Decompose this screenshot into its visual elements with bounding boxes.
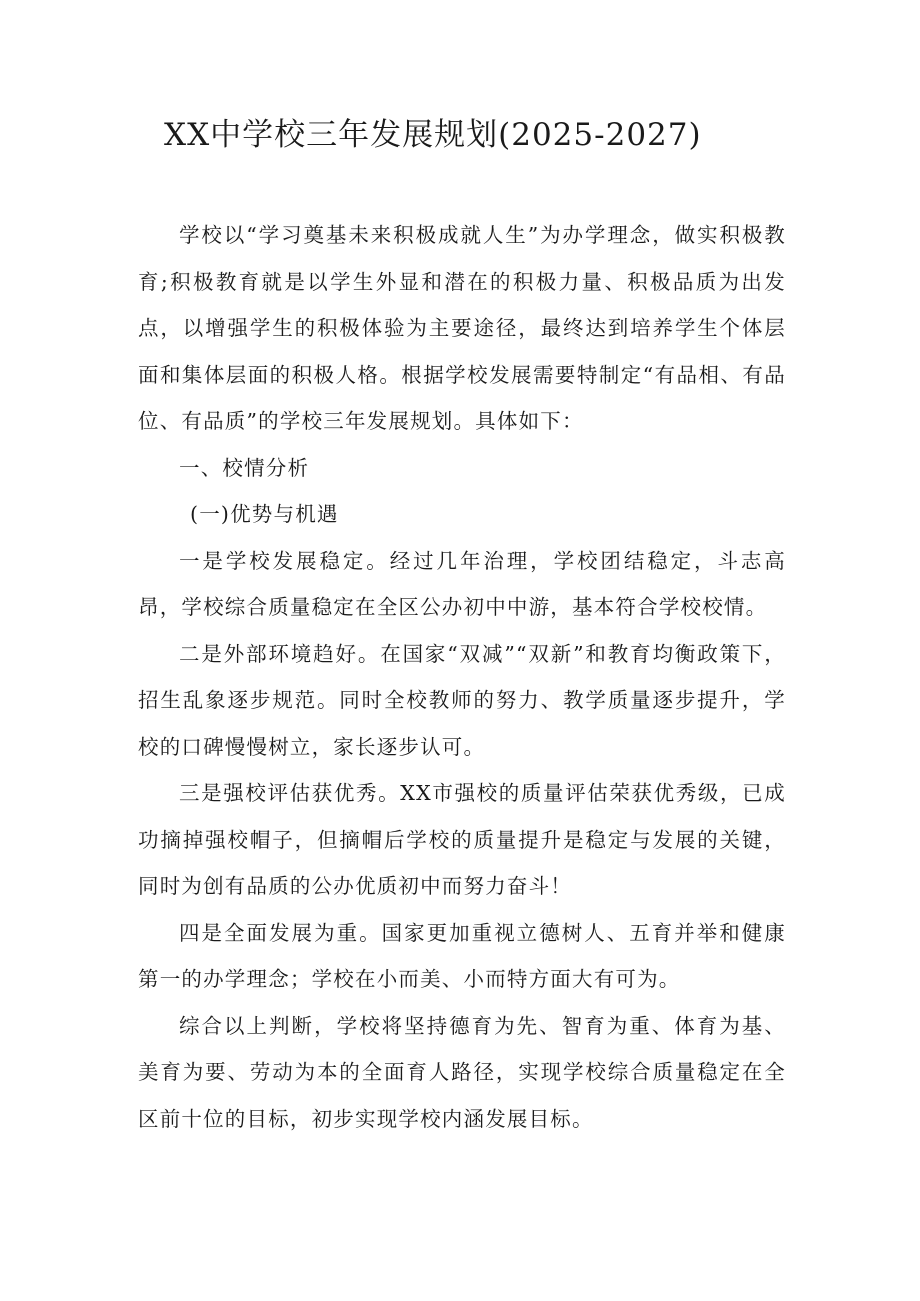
paragraph-evaluation-excellent: 三是强校评估获优秀。XX市强校的质量评估荣获优秀级，已成功摘掉强校帽子，但摘帽后学校的质量提升是稳定与发展的关键，同时为创有品质的公办优质初中而努力奋斗！ (138, 781, 786, 898)
paragraph-stable-development: 一是学校发展稳定。经过几年治理，学校团结稳定，斗志高昂，学校综合质量稳定在全区公办初中中游，基本符合学校校情。 (138, 548, 786, 619)
paragraph-all-round-development: 四是全面发展为重。国家更加重视立德树人、五育并举和健康第一的办学理念；学校在小而美、小而特方面大有可为。 (138, 920, 786, 991)
section-heading-school-analysis: 一、校情分析 (179, 455, 310, 480)
paragraph-summary: 综合以上判断，学校将坚持德育为先、智育为重、体育为基、美育为要、劳动为本的全面育人路径，实现学校综合质量稳定在全区前十位的目标，初步实现学校内涵发展目标。 (138, 1013, 786, 1131)
document-title: XX中学校三年发展规划(2025-2027) (164, 117, 702, 153)
paragraph-external-environment: 二是外部环境趋好。在国家“双减”“双新”和教育均衡政策下，招生乱象逐步规范。同时全校教师的努力、教学质量逐步提升，学校的口碑慢慢树立，家长逐步认可。 (138, 641, 786, 759)
subsection-heading-strengths: (一)优势与机遇 (190, 502, 339, 526)
document-body (138, 212, 786, 1142)
intro-paragraph: 学校以“学习奠基未来积极成就人生”为办学理念，做实积极教育;积极教育就是以学生外显和潜在的积极力量、积极品质为出发点，以增强学生的积极体验为主要途径，最终达到培养学生个体层面和集体层面的积极人格。根据学校发展需要特制定“有品相、有品位、有品质”的学校三年发展规划。具体如下： (138, 223, 786, 433)
